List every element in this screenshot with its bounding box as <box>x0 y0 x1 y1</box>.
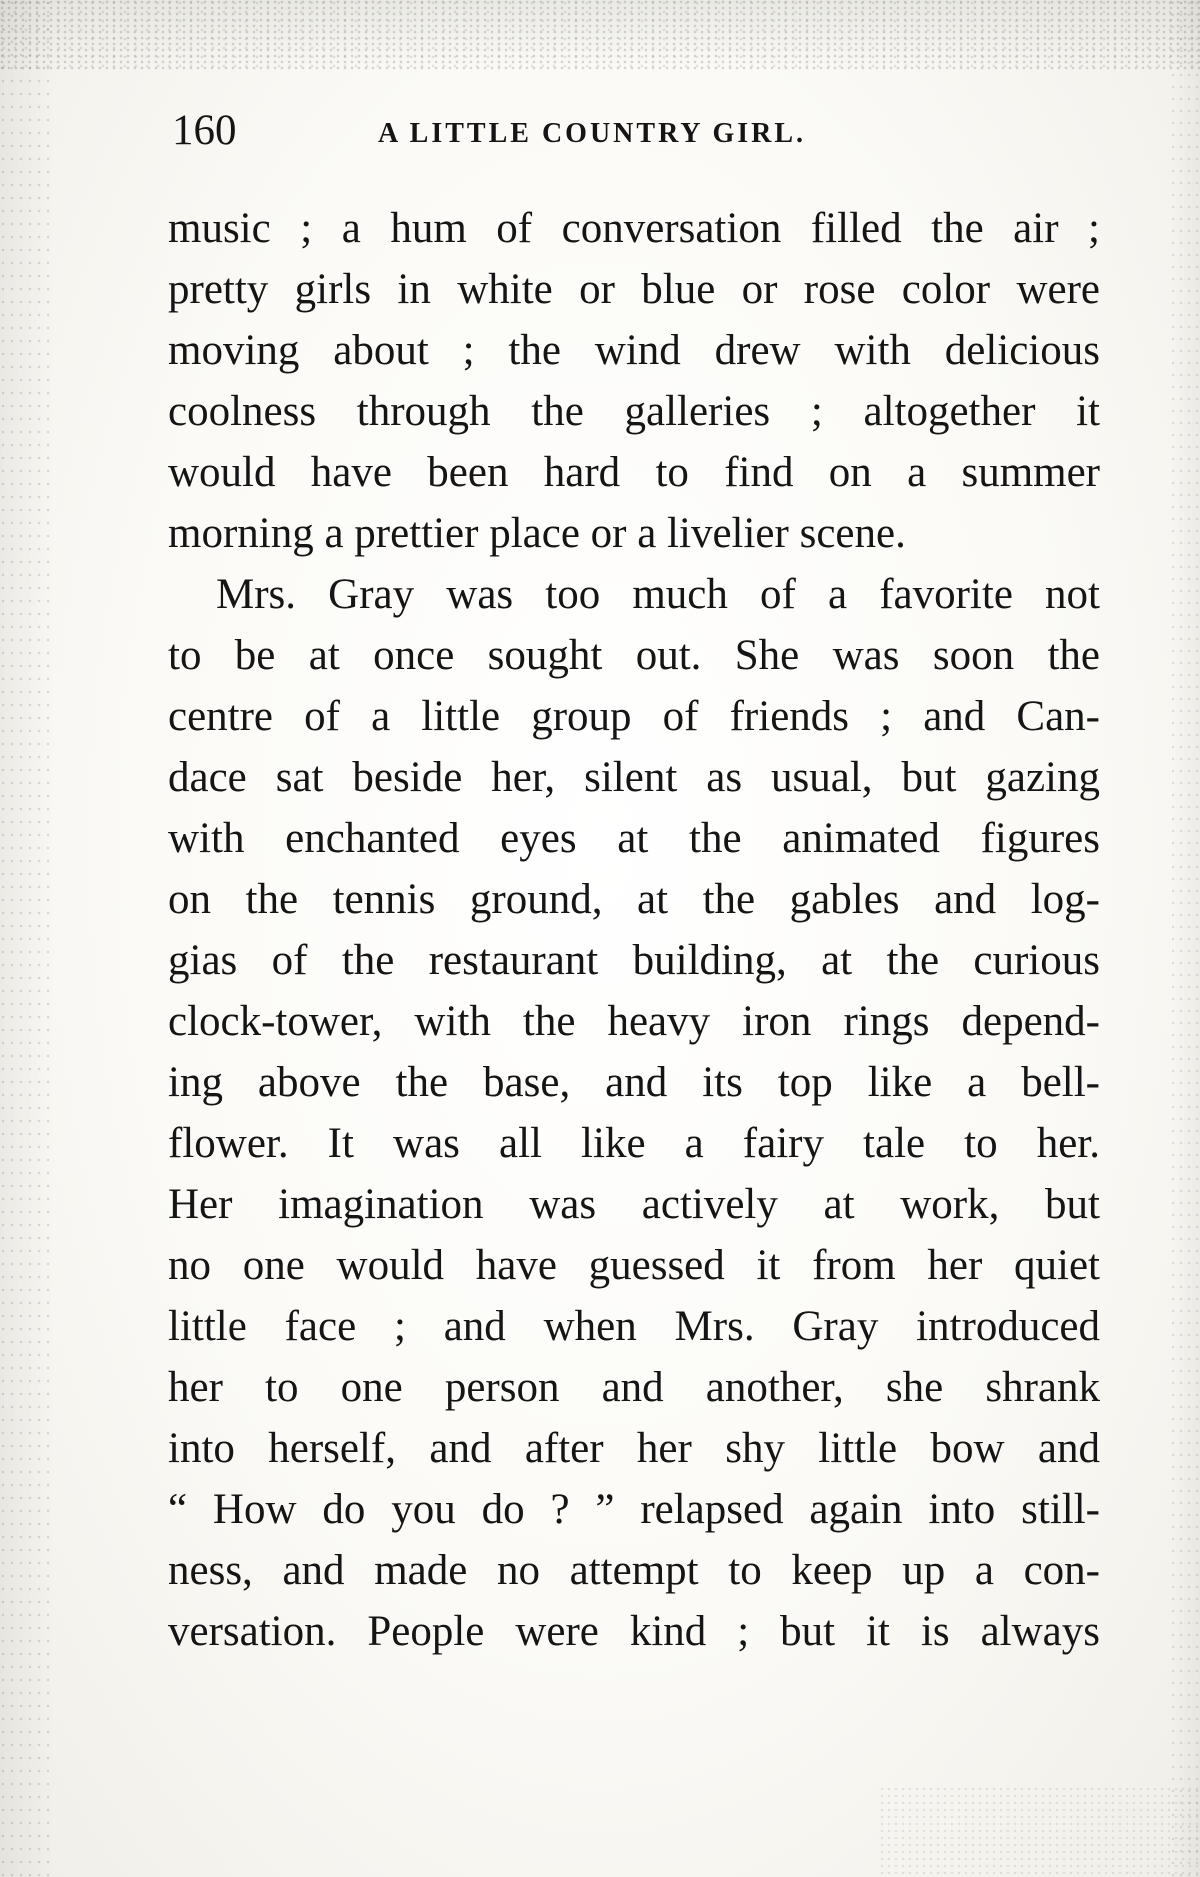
text-line: ness, and made no attempt to keep up a con- <box>168 1547 1100 1594</box>
text-line: coolness through the galleries ; altogether it <box>168 388 1100 435</box>
text-line: pretty girls in white or blue or rose color were <box>168 266 1100 313</box>
text-line: on the tennis ground, at the gables and log- <box>168 876 1100 923</box>
text-line: dace sat beside her, silent as usual, but gazing <box>168 754 1100 801</box>
page-number: 160 <box>172 107 237 154</box>
text-line: Mrs. Gray was too much of a favorite not <box>216 571 1100 618</box>
running-title: A LITTLE COUNTRY GIRL. <box>378 118 807 149</box>
text-line: no one would have guessed it from her quiet <box>168 1242 1100 1289</box>
paper-speckle-left <box>0 0 55 1877</box>
paper-speckle-bottom <box>880 1787 1200 1877</box>
text-line: her to one person and another, she shrank <box>168 1364 1100 1411</box>
paper-speckle-top <box>0 0 1200 70</box>
text-line: into herself, and after her shy little bow and <box>168 1425 1100 1472</box>
text-line: centre of a little group of friends ; and Can- <box>168 693 1100 740</box>
body-text <box>168 198 1100 1678</box>
text-line: music ; a hum of conversation filled the air ; <box>168 205 1100 252</box>
text-line: would have been hard to find on a summer <box>168 449 1100 496</box>
text-line: to be at once sought out. She was soon the <box>168 632 1100 679</box>
text-line: with enchanted eyes at the animated figures <box>168 815 1100 862</box>
text-line: “ How do you do ? ” relapsed again into still- <box>168 1486 1100 1533</box>
text-line: moving about ; the wind drew with delicious <box>168 327 1100 374</box>
text-line: flower. It was all like a fairy tale to her. <box>168 1120 1100 1167</box>
text-line: gias of the restaurant building, at the curious <box>168 937 1100 984</box>
text-line: morning a prettier place or a livelier scene. <box>168 510 906 557</box>
text-line: little face ; and when Mrs. Gray introduced <box>168 1303 1100 1350</box>
text-line: clock-tower, with the heavy iron rings depend- <box>168 998 1100 1045</box>
text-line: ing above the base, and its top like a bell- <box>168 1059 1100 1106</box>
text-line: Her imagination was actively at work, but <box>168 1181 1100 1228</box>
paper-speckle-right <box>1170 0 1200 1877</box>
text-line: versation. People were kind ; but it is always <box>168 1608 1100 1655</box>
page-header <box>172 102 1102 162</box>
